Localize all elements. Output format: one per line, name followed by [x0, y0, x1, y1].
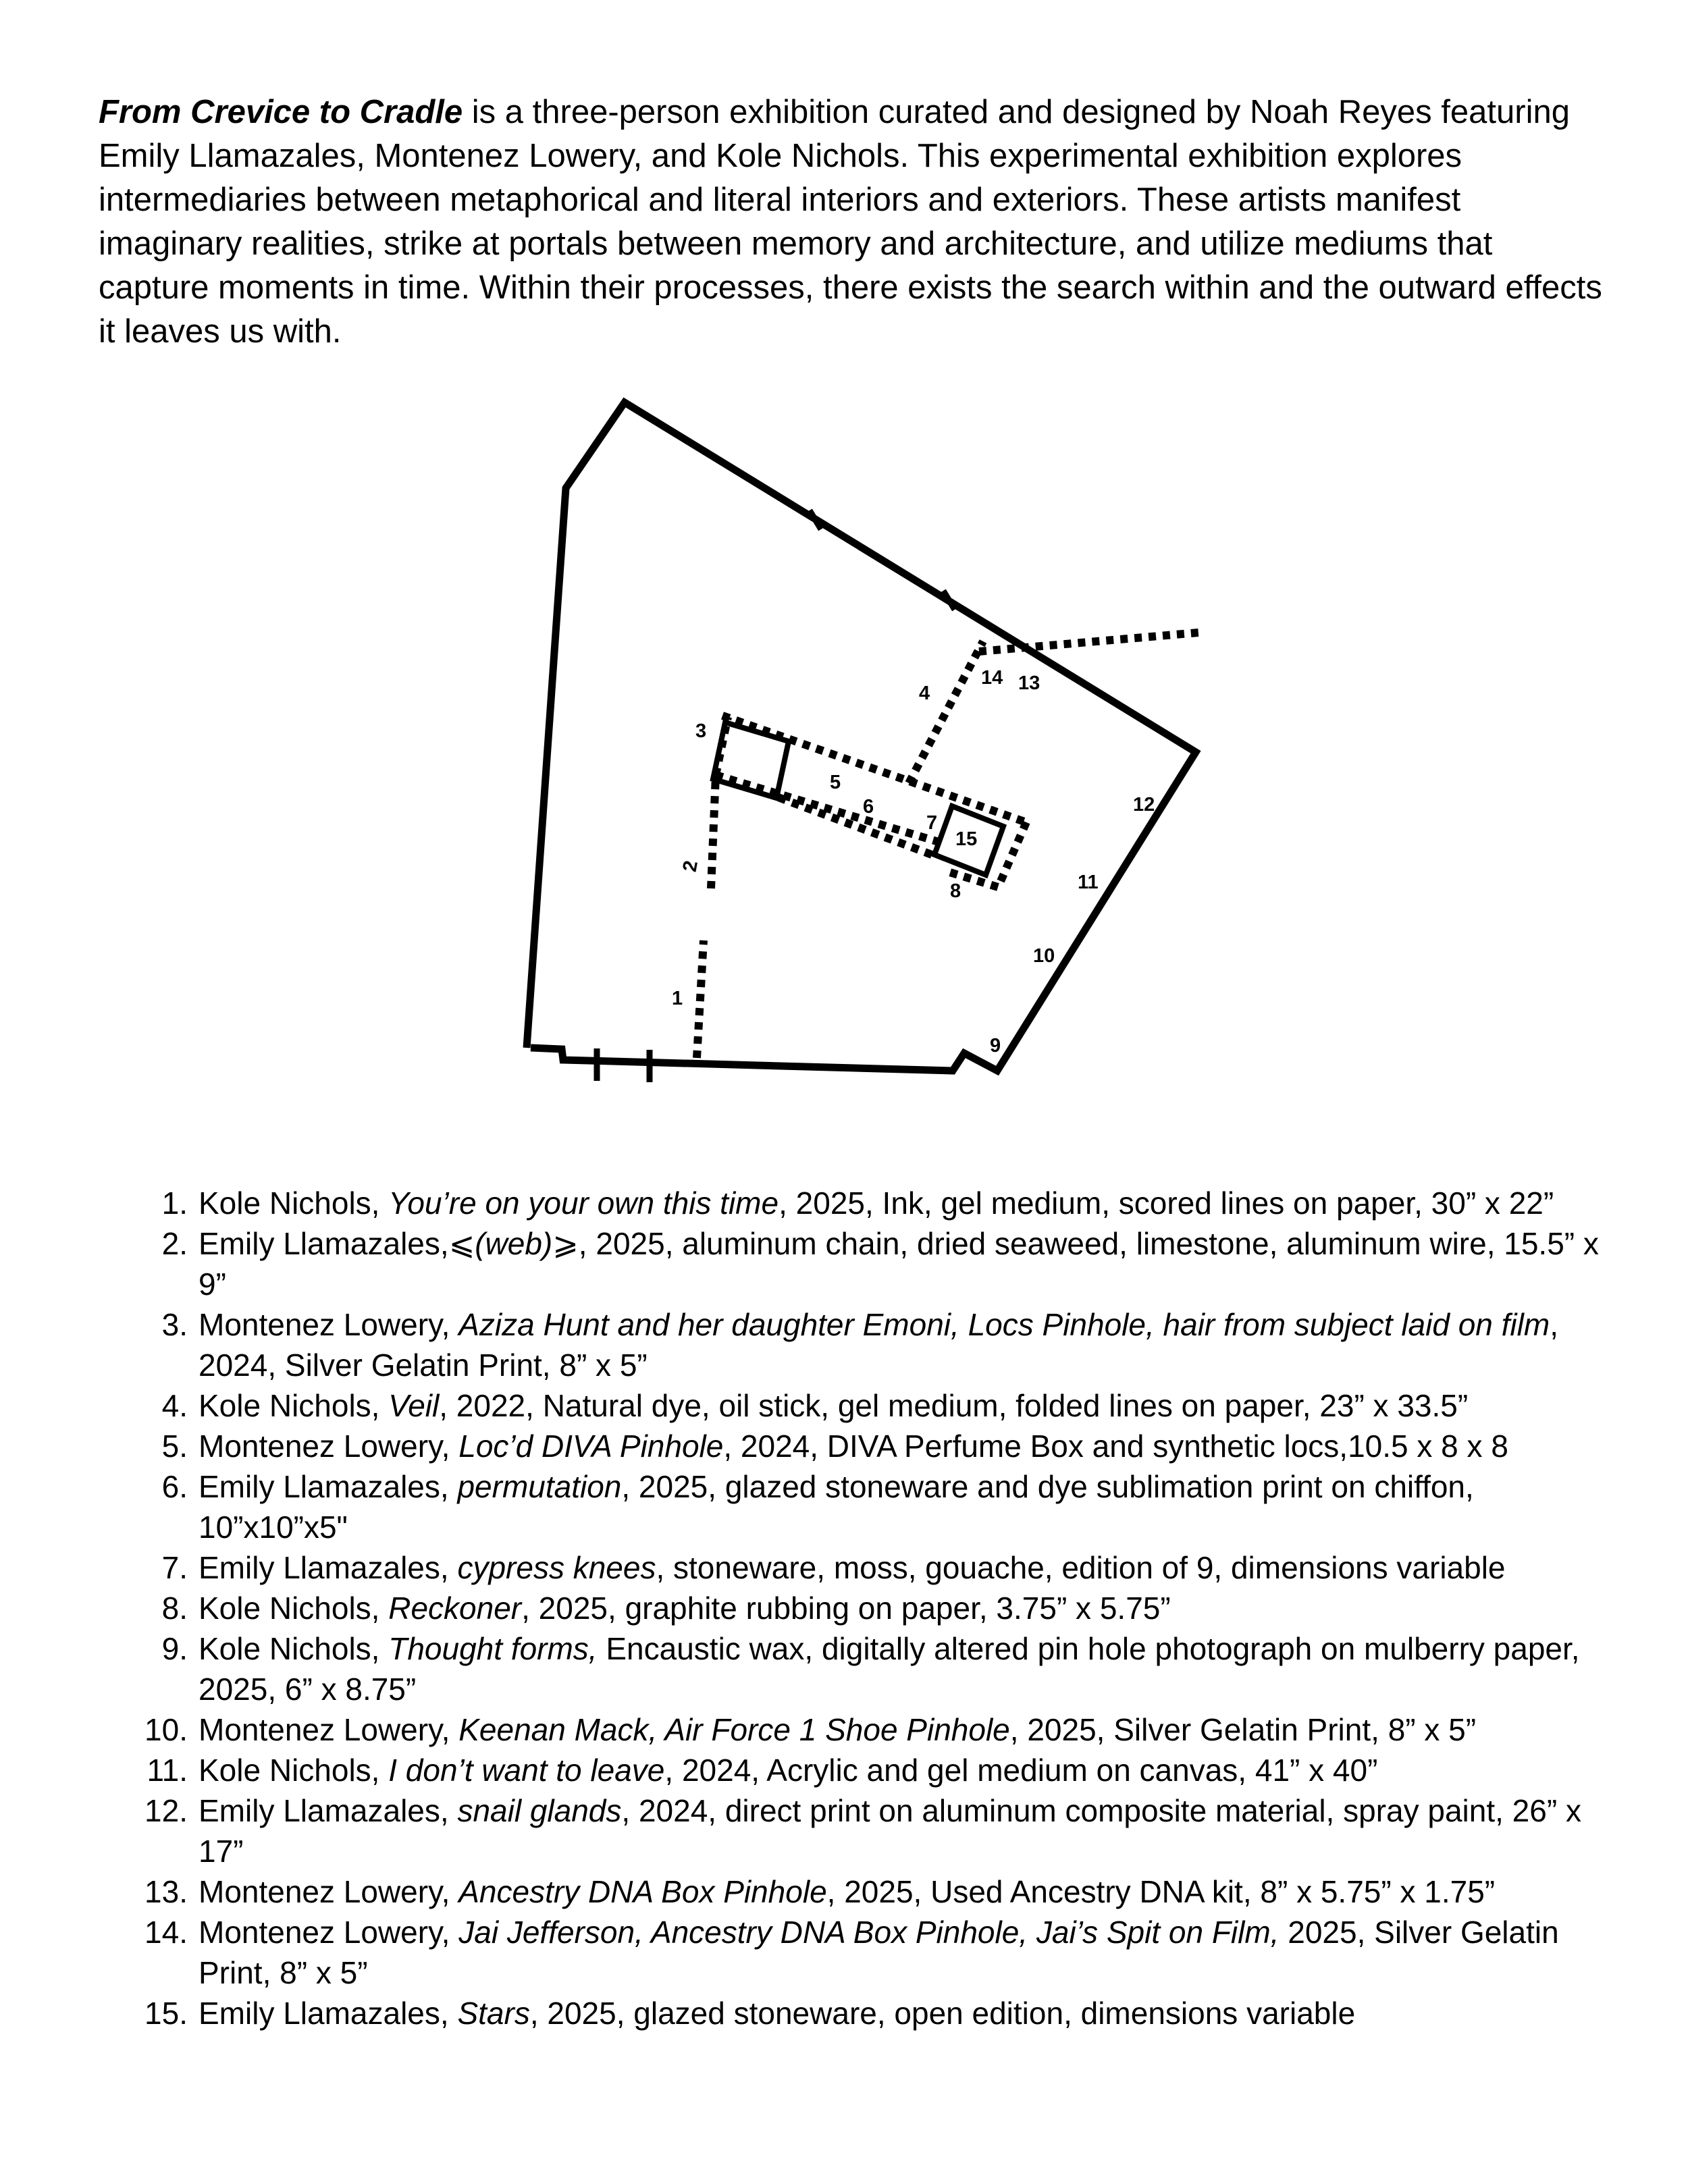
plan-label: 11: [1078, 872, 1099, 893]
plan-label: 5: [830, 772, 841, 793]
artwork-title: Veil: [388, 1388, 440, 1423]
plan-label: 15: [955, 828, 978, 850]
artwork-item: 10. Montenez Lowery, Keenan Mack, Air Force 1 Shoe Pinhole, 2025, Silver Gelatin Print, 8” x 5”: [144, 1712, 1477, 1747]
artwork-title: Keenan Mack, Air Force 1 Shoe Pinhole: [458, 1712, 1010, 1747]
temporary-wall: [909, 641, 983, 783]
plan-label: 2: [679, 859, 702, 874]
gallery-wall: [527, 402, 1196, 1071]
artwork-item: 5. Montenez Lowery, Loc’d DIVA Pinhole, 2024, DIVA Perfume Box and synthetic locs,10.5 x 8 x 8: [161, 1429, 1508, 1464]
artwork-item: 1. Kole Nichols, You’re on your own this time, 2025, Ink, gel medium, scored lines on paper, 30” x 22”: [161, 1186, 1554, 1221]
temporary-wall: [711, 775, 716, 888]
artwork-item: 4. Kole Nichols, Veil, 2022, Natural dye, oil stick, gel medium, folded lines on paper, 23” x 33.5”: [161, 1388, 1469, 1423]
artwork-title: Aziza Hunt and her daughter Emoni, Locs Pinhole, hair from subject laid on film: [458, 1307, 1550, 1342]
artwork-item: 2. Emily Llamazales,⩽(web)⩾, 2025, aluminum chain, dried seaweed, limestone, aluminum wire, 15.5” x 9”: [161, 1226, 1599, 1302]
plan-label: 13: [1018, 672, 1040, 694]
artwork-title: Loc’d DIVA Pinhole: [458, 1429, 724, 1464]
artwork-title: You’re on your own this time: [388, 1186, 779, 1221]
plan-label: 12: [1133, 794, 1155, 816]
artwork-item: 6. Emily Llamazales, permutation, 2025, glazed stoneware and dye sublimation print on chiffon, 10”x10”x5": [161, 1469, 1474, 1545]
artwork-item: 7. Emily Llamazales, cypress knees, stoneware, moss, gouache, edition of 9, dimensions variable: [161, 1550, 1506, 1585]
artwork-title: Stars: [457, 1996, 530, 2031]
artwork-title: Ancestry DNA Box Pinhole: [458, 1874, 827, 1909]
artwork-title: Reckoner: [388, 1591, 522, 1626]
artwork-title: Jai Jefferson, Ancestry DNA Box Pinhole, Jai’s Spit on Film,: [458, 1915, 1280, 1950]
artwork-item: 15. Emily Llamazales, Stars, 2025, glazed stoneware, open edition, dimensions variable: [144, 1996, 1356, 2031]
plan-label: 3: [695, 720, 707, 742]
artwork-list: [144, 1183, 1619, 2033]
temporary-wall: [722, 716, 1026, 822]
temporary-wall: [776, 797, 932, 855]
artwork-title: cypress knees: [457, 1550, 656, 1585]
plan-label: 7: [926, 812, 938, 834]
plan-label: 4: [919, 683, 930, 704]
artwork-item: 9. Kole Nichols, Thought forms, Encaustic wax, digitally altered pin hole photograph on mulberry paper, 2025, 6” x 8.75”: [161, 1631, 1580, 1707]
plan-label: 10: [1033, 945, 1055, 967]
plan-label: 1: [672, 988, 683, 1009]
plan-label: 9: [990, 1035, 1001, 1057]
artwork-item: 13. Montenez Lowery, Ancestry DNA Box Pinhole, 2025, Used Ancestry DNA kit, 8” x 5.75” x 1.75”: [144, 1874, 1496, 1909]
artwork-item: 11. Kole Nichols, I don’t want to leave, 2024, Acrylic and gel medium on canvas, 41” x 40”: [147, 1753, 1378, 1788]
plan-label: 8: [950, 880, 961, 902]
artwork-title: snail glands: [457, 1793, 622, 1828]
artwork-title: I don’t want to leave: [388, 1753, 665, 1788]
artwork-item: 3. Montenez Lowery, Aziza Hunt and her daughter Emoni, Locs Pinhole, hair from subject laid on film, 2024, Silver Gelatin Print, 8” x 5”: [161, 1307, 1558, 1383]
exhibition-title: From Crevice to Cradle: [99, 94, 463, 130]
plan-label: 14: [981, 667, 1003, 689]
artwork-item: 8. Kole Nichols, Reckoner, 2025, graphite rubbing on paper, 3.75” x 5.75”: [161, 1591, 1171, 1626]
artwork-title: Thought forms,: [388, 1631, 598, 1666]
plan-label: 6: [863, 796, 874, 818]
artwork-item: 12. Emily Llamazales, snail glands, 2024, direct print on aluminum composite material, spray paint, 26” x 17”: [144, 1793, 1581, 1869]
artwork-title: ⩽(web)⩾: [448, 1226, 579, 1261]
temporary-wall: [697, 940, 704, 1058]
artwork-item: 14. Montenez Lowery, Jai Jefferson, Ancestry DNA Box Pinhole, Jai’s Spit on Film, 2025, Silver Gelatin Print, 8” x 5”: [144, 1915, 1559, 1990]
exhibition-description: is a three-person exhibition curated and designed by Noah Reyes featuring Emily Llamazales, Montenez Lowery, and Kole Nichols. This experimental exhibition explores intermediaries between metaphorical and literal interiors and exteriors. These artists manifest imaginary realities, strike at portals between memory and architecture, and utilize mediums that capture moments in time. Within their processes, there exists the search within and the outward effects it leaves us with.: [99, 94, 1602, 350]
artwork-title: permutation: [457, 1469, 622, 1504]
